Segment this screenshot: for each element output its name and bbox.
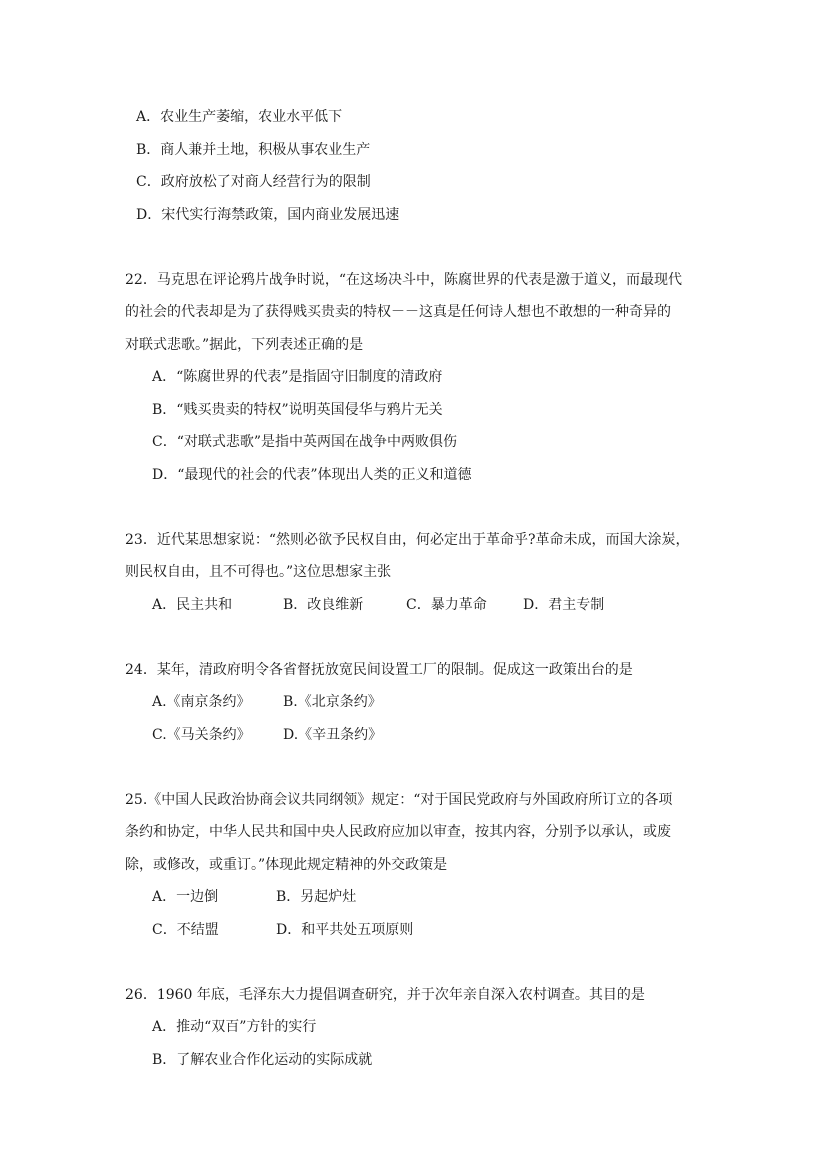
q25-option-a: A．一边倒 [152,889,219,905]
q22-stem-line-2: 的社会的代表却是为了获得贱买贵卖的特权－－这真是任何诗人想也不敢想的一种奇异的 [125,304,671,320]
q23-option-d: D．君主专制 [523,597,605,613]
q25-stem-line-1: 25.《中国人民政治协商会议共同纲领》规定：“对于国民党政府与外国政府所订立的各项 [125,792,673,808]
q22-stem-line-1: 22．马克思在评论鸦片战争时说，“在这场决斗中，陈腐世界的代表是激于道义，而最现代 [125,272,682,288]
q24-stem-line-1: 24．某年，清政府明令各省督抚放宽民间设置工厂的限制。促成这一政策出台的是 [125,662,633,678]
q22-stem-line-3: 对联式悲歌。”据此，下列表述正确的是 [125,337,364,353]
q25-option-c: C．不结盟 [152,922,219,938]
q21-option-a: A．农业生产萎缩，农业水平低下 [136,109,343,125]
q23-option-b: B．改良维新 [283,597,364,613]
q25-stem-line-3: 除，或修改，或重订。”体现此规定精神的外交政策是 [125,857,448,873]
q25-stem-line-2: 条约和协定，中华人民共和国中央人民政府应加以审查，按其内容，分别予以承认，或废 [125,824,671,840]
q25-option-d: D．和平共处五项原则 [276,922,414,938]
q22-option-d: D．“最现代的社会的代表”体现出人类的正义和道德 [152,467,472,483]
q23-option-c: C．暴力革命 [406,597,487,613]
q24-option-b: B.《北京条约》 [283,694,382,710]
q22-option-c: C．“对联式悲歌”是指中英两国在战争中两败俱伤 [152,434,458,450]
q23-option-a: A．民主共和 [152,597,233,613]
q24-option-c: C.《马关条约》 [152,727,251,743]
q22-option-a: A．“陈腐世界的代表”是指固守旧制度的清政府 [152,369,443,385]
q21-option-c: C．政府放松了对商人经营行为的限制 [136,174,371,190]
q26-option-a: A．推动“双百”方针的实行 [152,1019,317,1035]
q24-option-a: A.《南京条约》 [152,694,251,710]
q26-option-b: B．了解农业合作化运动的实际成就 [152,1052,373,1068]
q22-option-b: B．“贱买贵卖的特权”说明英国侵华与鸦片无关 [152,402,443,418]
q23-stem-line-1: 23．近代某思想家说：“然则必欲予民权自由，何必定出于革命乎?革命未成，而国大涂炭， [125,532,690,548]
q26-stem-line-1: 26．1960 年底，毛泽东大力提倡调查研究，并于次年亲自深入农村调查。其目的是 [125,987,645,1003]
q21-option-d: D．宋代实行海禁政策，国内商业发展迅速 [136,207,400,223]
q25-option-b: B．另起炉灶 [276,889,357,905]
q21-option-b: B．商人兼并土地，积极从事农业生产 [136,142,371,158]
q23-stem-line-2: 则民权自由，且不可得也。”这位思想家主张 [125,564,392,580]
q24-option-d: D.《辛丑条约》 [283,727,383,743]
